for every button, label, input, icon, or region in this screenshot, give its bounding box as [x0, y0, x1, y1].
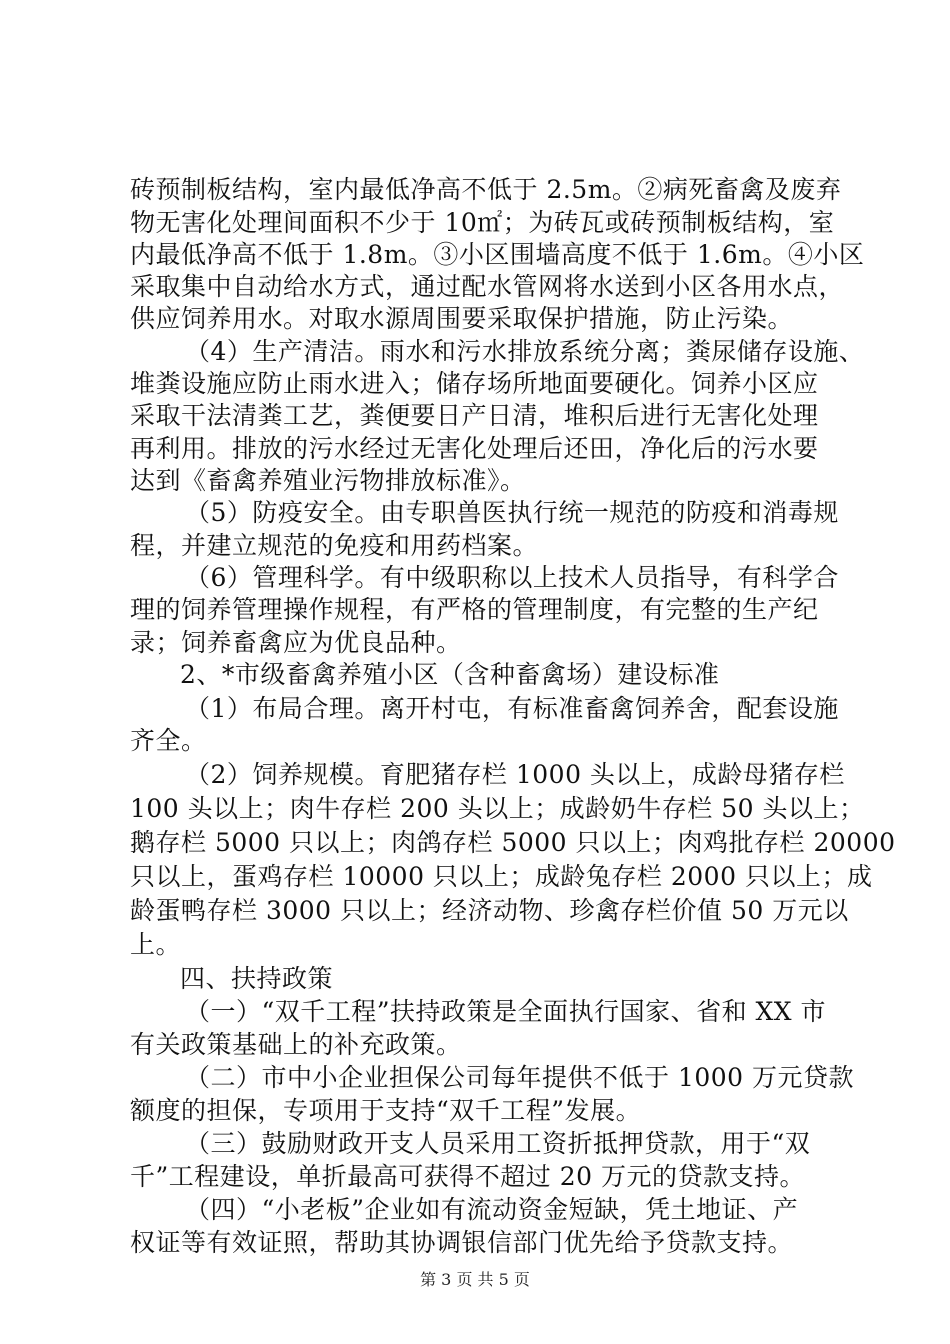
- text-line: 再利用。排放的污水经过无害化处理后还田，净化后的污水要: [130, 434, 819, 463]
- text-line: 权证等有效证照，帮助其协调银信部门优先给予贷款支持。: [130, 1228, 794, 1257]
- text-line: 堆粪设施应防止雨水进入；储存场所地面要硬化。饲养小区应: [130, 369, 819, 398]
- text-line: 达到《畜禽养殖业污物排放标准》。: [130, 466, 526, 495]
- text-line: 采取集中自动给水方式，通过配水管网将水送到小区各用水点，: [130, 272, 845, 301]
- paragraph-start: （1）布局合理。离开村屯，有标准畜禽饲养舍，配套设施: [185, 694, 839, 723]
- paragraph-start: （4）生产清洁。雨水和污水排放系统分离；粪尿储存设施、: [185, 337, 865, 366]
- text-line: 供应饲养用水。对取水源周围要采取保护措施，防止污染。: [130, 304, 794, 333]
- paragraph-start: （2）饲养规模。育肥猪存栏 1000 头以上，成龄母猪存栏: [185, 760, 845, 789]
- text-line: 只以上，蛋鸡存栏 10000 只以上；成龄兔存栏 2000 只以上；成: [130, 862, 873, 891]
- section-heading: 四、扶持政策: [180, 964, 334, 993]
- paragraph-start: （四）“小老板”企业如有流动资金短缺，凭土地证、产: [185, 1195, 799, 1224]
- text-line: 鹅存栏 5000 只以上；肉鸽存栏 5000 只以上；肉鸡批存栏 20000: [130, 828, 896, 857]
- text-line: 上。: [130, 930, 182, 959]
- text-line: 程，并建立规范的免疫和用药档案。: [130, 531, 539, 560]
- text-line: 额度的担保，专项用于支持“双千工程”发展。: [130, 1096, 642, 1125]
- paragraph-start: （二）市中小企业担保公司每年提供不低于 1000 万元贷款: [185, 1063, 855, 1092]
- text-line: 物无害化处理间面积不少于 10㎡；为砖瓦或砖预制板结构，室: [130, 208, 835, 237]
- text-line: 100 头以上；肉牛存栏 200 头以上；成龄奶牛存栏 50 头以上；: [130, 794, 865, 823]
- paragraph-start: （三）鼓励财政开支人员采用工资折抵押贷款，用于“双: [185, 1129, 811, 1158]
- text-line: 采取干法清粪工艺，粪便要日产日清，堆积后进行无害化处理: [130, 401, 819, 430]
- text-line: 砖预制板结构，室内最低净高不低于 2.5m。②病死畜禽及废弃: [130, 175, 842, 204]
- text-line: 齐全。: [130, 726, 207, 755]
- text-line: 有关政策基础上的补充政策。: [130, 1030, 462, 1059]
- text-line: 千”工程建设，单折最高可获得不超过 20 万元的贷款支持。: [130, 1162, 805, 1191]
- text-line: 理的饲养管理操作规程，有严格的管理制度，有完整的生产纪: [130, 595, 819, 624]
- paragraph-start: （6）管理科学。有中级职称以上技术人员指导，有科学合: [185, 563, 839, 592]
- section-heading: 2、*市级畜禽养殖小区（含种畜禽场）建设标准: [180, 660, 720, 689]
- page-number-footer: 第 3 页 共 5 页: [420, 1270, 530, 1289]
- text-line: 内最低净高不低于 1.8m。③小区围墙高度不低于 1.6m。④小区: [130, 240, 865, 269]
- text-line: 录；饲养畜禽应为优良品种。: [130, 628, 462, 657]
- paragraph-start: （5）防疫安全。由专职兽医执行统一规范的防疫和消毒规: [185, 498, 839, 527]
- paragraph-start: （一）“双千工程”扶持政策是全面执行国家、省和 XX 市: [185, 997, 827, 1026]
- text-line: 龄蛋鸭存栏 3000 只以上；经济动物、珍禽存栏价值 50 万元以: [130, 896, 849, 925]
